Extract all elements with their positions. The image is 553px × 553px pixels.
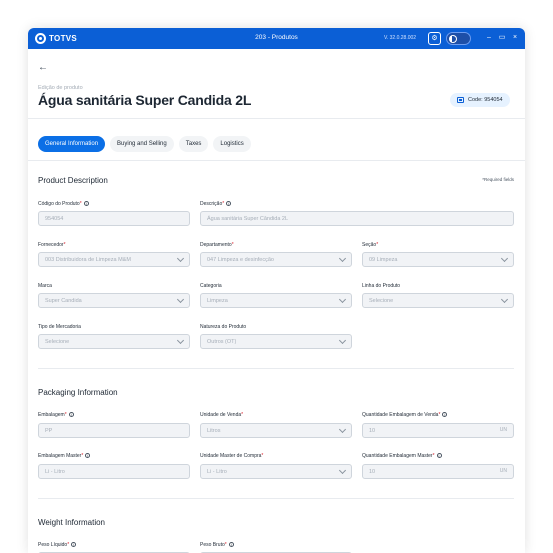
section-divider [38, 368, 514, 369]
codigo-field[interactable]: 954054 [38, 211, 190, 226]
chevron-down-icon [339, 297, 345, 303]
label-descricao: Descrição* i [200, 201, 231, 207]
version-label: V. 32.0.28.002 [384, 35, 417, 41]
unit-label: UN [499, 427, 507, 433]
close-button[interactable]: × [512, 34, 518, 41]
info-icon: i [84, 201, 89, 206]
label-secao: Seção* [362, 242, 379, 248]
section-title-weight: Weight Information [38, 518, 105, 527]
tab-buying-and-selling[interactable]: Buying and Selling [110, 136, 174, 152]
moon-icon [449, 35, 457, 43]
natureza-select[interactable]: Outros (OT) [200, 334, 352, 349]
info-icon: i [229, 542, 234, 547]
label-unid-master-compra: Unidade Master de Compra* [200, 453, 264, 459]
chevron-down-icon [339, 468, 345, 474]
label-qtd-emb-venda: Quantidade Embalagem de Venda* i [362, 412, 447, 418]
secao-select[interactable]: 09 Limpeza [362, 252, 514, 267]
label-linha: Linha do Produto [362, 283, 401, 289]
label-codigo: Código do Produto* i [38, 201, 89, 207]
barcode-icon [457, 97, 464, 103]
tabs-divider [28, 160, 525, 161]
label-categoria: Categoria [200, 283, 222, 289]
page-title: Água sanitária Super Candida 2L [38, 92, 252, 108]
back-arrow-icon[interactable]: ← [38, 62, 48, 73]
chevron-down-icon [177, 338, 183, 344]
unit-label: UN [499, 468, 507, 474]
section-title-packaging: Packaging Information [38, 388, 118, 397]
label-peso-bruto: Peso Bruto* i [200, 542, 234, 548]
gear-icon: ⚙ [431, 35, 438, 42]
chevron-down-icon [501, 256, 507, 262]
info-icon: i [442, 412, 447, 417]
emb-master-field[interactable]: Li - Litro [38, 464, 190, 479]
chevron-down-icon [177, 256, 183, 262]
tab-taxes[interactable]: Taxes [179, 136, 209, 152]
info-icon: i [69, 412, 74, 417]
tipo-mercadoria-select[interactable]: Selecione [38, 334, 190, 349]
brand-name: TOTVS [49, 34, 78, 43]
unidade-venda-select[interactable]: Litros [200, 423, 352, 438]
embalagem-field[interactable]: PP [38, 423, 190, 438]
code-badge-text: Code: 954054 [468, 97, 503, 103]
info-icon: i [85, 453, 90, 458]
qtd-emb-master-field[interactable]: 10 UN [362, 464, 514, 479]
title-bar [28, 28, 525, 49]
label-departamento: Departamento* [200, 242, 234, 248]
code-badge [450, 93, 510, 107]
tab-logistics[interactable]: Logistics [213, 136, 250, 152]
label-emb-master: Embalagem Master* i [38, 453, 90, 459]
departamento-select[interactable]: 047 Limpeza e desinfecção [200, 252, 352, 267]
breadcrumb: Edição de produto [38, 85, 83, 91]
app-window [28, 28, 525, 553]
required-note: *Required fields [482, 177, 514, 182]
chevron-down-icon [177, 297, 183, 303]
fornecedor-select[interactable]: 003 Distribuidora de Limpeza M&M [38, 252, 190, 267]
label-natureza: Natureza do Produto [200, 324, 247, 330]
tab-bar [38, 136, 251, 152]
info-icon: i [226, 201, 231, 206]
section-title-product: Product Description [38, 176, 108, 185]
maximize-button[interactable]: ▭ [498, 34, 506, 41]
chevron-down-icon [501, 297, 507, 303]
header-divider [28, 118, 525, 119]
window-title: 203 - Produtos [255, 34, 298, 41]
minimize-button[interactable]: – [487, 34, 491, 41]
info-icon: i [437, 453, 442, 458]
settings-button[interactable] [428, 32, 441, 45]
tab-general-information[interactable]: General Information [38, 136, 105, 152]
linha-select[interactable]: Selecione [362, 293, 514, 308]
categoria-select[interactable]: Limpeza [200, 293, 352, 308]
label-embalagem: Embalagem* i [38, 412, 74, 418]
label-fornecedor: Fornecedor* [38, 242, 66, 248]
theme-toggle[interactable] [446, 32, 471, 45]
marca-select[interactable]: Super Candida [38, 293, 190, 308]
chevron-down-icon [339, 338, 345, 344]
info-icon: i [71, 542, 76, 547]
chevron-down-icon [339, 256, 345, 262]
descricao-field[interactable]: Água sanitária Super Cândida 2L [200, 211, 514, 226]
section-divider [38, 498, 514, 499]
label-unidade-venda: Unidade de Venda* [200, 412, 244, 418]
label-qtd-emb-master: Quantidade Embalagem Master* i [362, 453, 442, 459]
unid-master-compra-select[interactable]: Li - Litro [200, 464, 352, 479]
qtd-emb-venda-field[interactable]: 10 UN [362, 423, 514, 438]
label-marca: Marca [38, 283, 52, 289]
chevron-down-icon [339, 427, 345, 433]
label-peso-liquido: Peso Líquido* i [38, 542, 76, 548]
label-tipo-mercadoria: Tipo de Mercadoria [38, 324, 81, 330]
